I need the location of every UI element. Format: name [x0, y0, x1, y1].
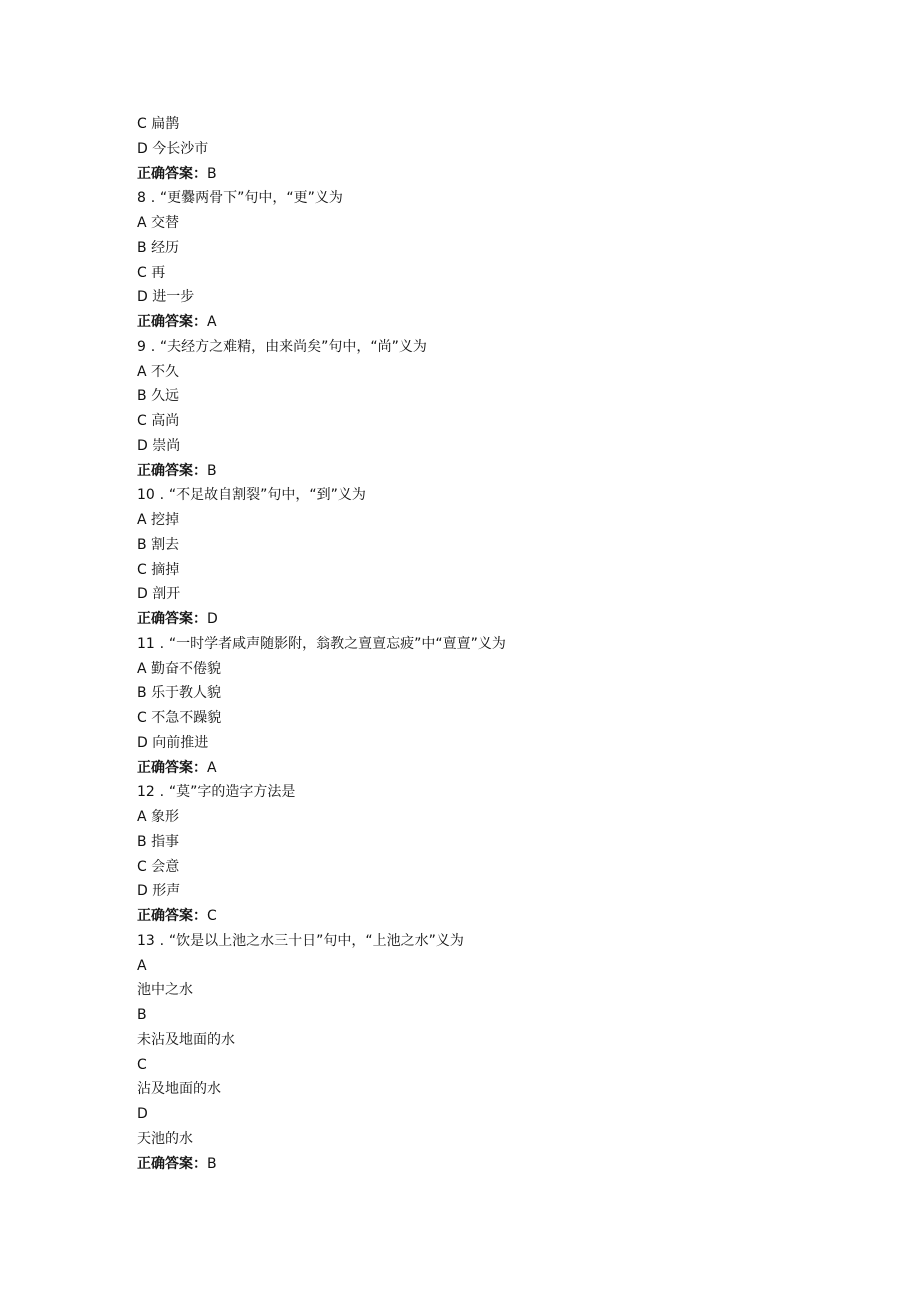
option-text-d: 天池的水 — [137, 1130, 193, 1147]
option-text-a: 池中之水 — [137, 982, 193, 999]
question-stem: 12 . “莫”字的造字方法是 — [137, 784, 296, 801]
option-letter-d: D — [137, 1106, 148, 1122]
option-b: B 久远 — [137, 388, 180, 405]
option-c: C 高尚 — [137, 413, 180, 429]
option-a: A 挖掉 — [137, 512, 180, 528]
option-d: D 剖开 — [137, 586, 181, 603]
option-text-b: 未沾及地面的水 — [137, 1031, 235, 1048]
option-d: D 崇尚 — [137, 437, 181, 454]
answer-line: 正确答案：D — [137, 611, 218, 627]
question-stem: 8 . “更爨两骨下”句中，“更”义为 — [137, 190, 343, 207]
option-d: D 进一步 — [137, 289, 195, 306]
answer-line: 正确答案：C — [137, 908, 217, 924]
answer-line: 正确答案：A — [137, 759, 217, 776]
answer-line: 正确答案：B — [137, 165, 217, 182]
option-a: A 象形 — [137, 809, 180, 825]
option-c: C 不急不躁貌 — [137, 710, 222, 726]
option-letter-c: C — [137, 1056, 147, 1073]
document-body — [137, 112, 837, 1176]
option-c: C 再 — [137, 264, 166, 281]
option-letter-a: A — [137, 957, 147, 974]
answer-line: 正确答案：B — [137, 462, 217, 479]
question-stem: 13 . “饮是以上池之水三十日”句中，“上池之水”义为 — [137, 932, 464, 949]
option-a: A 交替 — [137, 215, 180, 231]
option-c: C 摘掉 — [137, 561, 180, 578]
option-b: B 经历 — [137, 239, 180, 256]
option-b: B 指事 — [137, 833, 180, 850]
option-a: A 不久 — [137, 363, 180, 380]
option-b: B 割去 — [137, 536, 180, 553]
answer-line: 正确答案：B — [137, 1155, 217, 1172]
option-c: C 会意 — [137, 858, 180, 875]
option-a: A 勤奋不倦貌 — [137, 660, 222, 677]
option-c: C 扁鹊 — [137, 116, 180, 132]
question-stem: 9 . “夫经方之难精，由来尚矣”句中，“尚”义为 — [137, 338, 427, 355]
option-text-c: 沾及地面的水 — [137, 1081, 221, 1098]
option-d: D 向前推进 — [137, 734, 209, 751]
option-d: D 今长沙市 — [137, 140, 209, 157]
answer-line: 正确答案：A — [137, 314, 217, 330]
question-stem: 10 . “不足故自割裂”句中，“到”义为 — [137, 487, 366, 504]
question-stem: 11 . “一时学者咸声随影附，翁教之亶亶忘疲”中“亶亶”义为 — [137, 635, 506, 652]
option-letter-b: B — [137, 1007, 147, 1023]
option-b: B 乐于教人貌 — [137, 685, 222, 702]
option-d: D 形声 — [137, 883, 181, 900]
